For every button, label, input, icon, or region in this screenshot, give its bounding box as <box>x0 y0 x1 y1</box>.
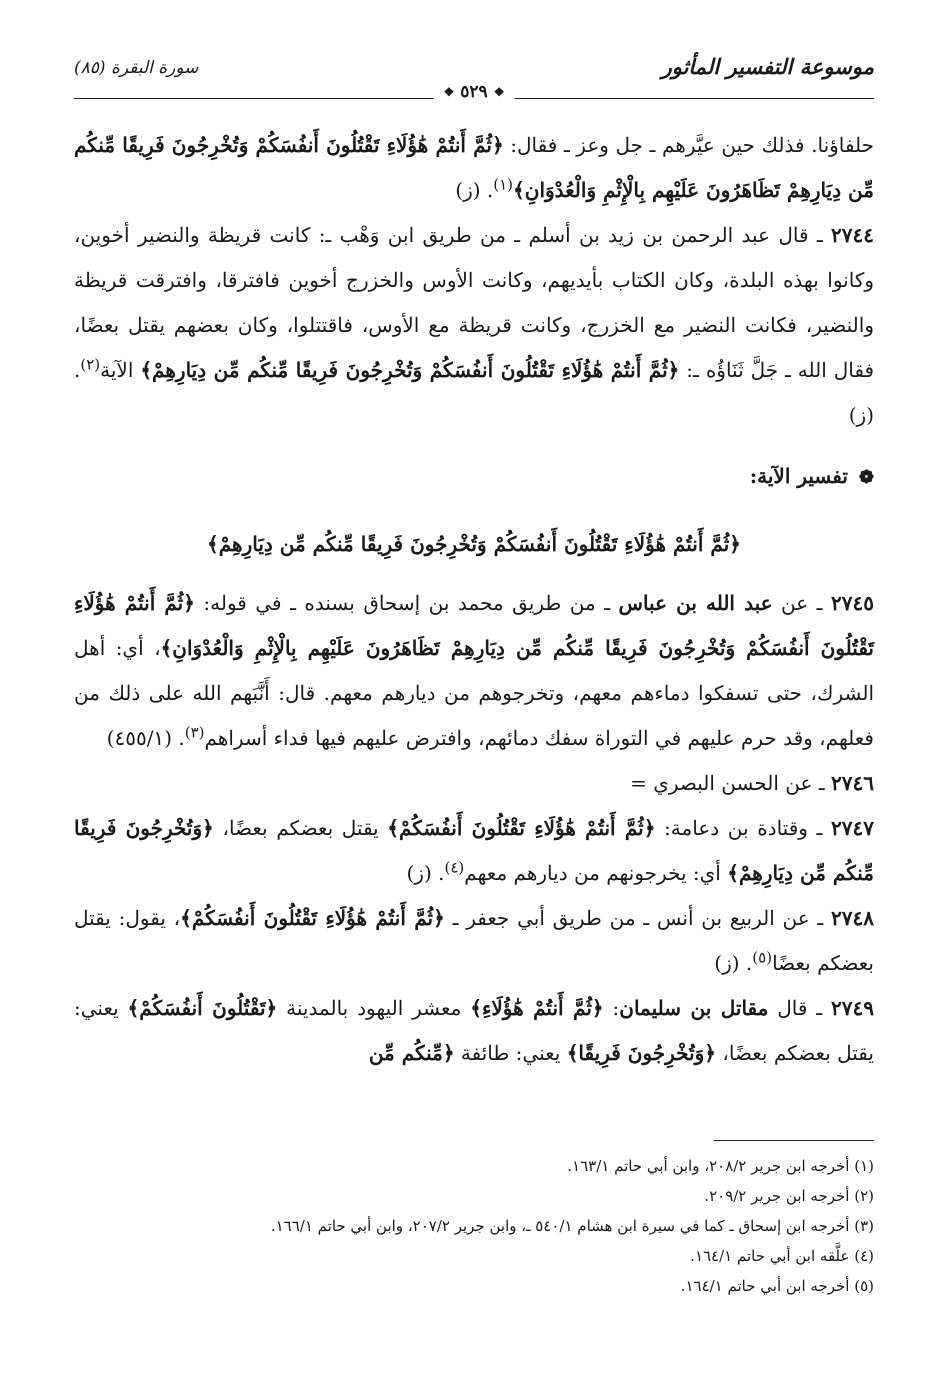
paragraph-text: ـ من طريق محمد بن إسحاق بسنده ـ في قوله: <box>194 591 619 615</box>
footnote-list <box>74 1151 874 1301</box>
section-heading <box>74 454 874 500</box>
footnote-marker: (٤) <box>444 858 465 877</box>
page <box>74 48 874 1076</box>
paragraph-text: ـ قال <box>768 996 832 1020</box>
surah-reference: سورة البقرة (٨٥) <box>74 58 199 78</box>
paragraph-text: . (ز) <box>714 951 753 975</box>
page-header <box>74 48 874 102</box>
quran-verse: ﴿ثُمَّ أَنتُمْ هَٰؤُلَاءِ تَقْتُلُونَ أَنفُسَكُمْ وَتُخْرِجُونَ فَرِيقًا مِّنكُم مِّن دِيَارِهِمْ﴾ <box>140 358 680 382</box>
narration-paragraph <box>74 896 874 986</box>
paragraph-text: حلفاؤنا. فذلك حين عيَّرهم ـ جل وعز ـ فقال: <box>503 133 874 157</box>
paragraph-text: ـ عن <box>772 591 832 615</box>
narration-paragraph <box>74 806 874 896</box>
section-title: تفسير الآية: <box>749 464 848 488</box>
paragraph-text: ـ عن الربيع بن أنس ـ من طريق أبي جعفر ـ <box>444 906 832 930</box>
footnotes <box>74 1140 874 1301</box>
paragraph-text: يقتل بعضكم بعضًا، <box>213 816 388 840</box>
paragraph-text: ، يقول: يقتل بعضكم بعضًا <box>74 906 874 975</box>
narrator-name: مقاتل بن سليمان <box>619 996 769 1020</box>
narration-paragraph <box>74 761 874 806</box>
footnote-marker: (٥) <box>752 948 773 967</box>
paragraph-group-2 <box>74 581 874 1076</box>
paragraph-text: . (ز) <box>455 178 494 202</box>
main-text <box>74 123 874 1076</box>
paragraph-text: . (٤٥٥/١) <box>106 726 185 750</box>
footnote: (٣) أخرجه ابن إسحاق ـ كما في سيرة ابن هشام ٥٤٠/١ ـ، وابن جرير ٢٠٧/٢، وابن أبي حاتم ١٦٦/١. <box>270 1217 874 1235</box>
ornament-icon: ❖ <box>443 85 455 99</box>
narration-number: ٢٧٤٦ <box>831 771 874 795</box>
narration-number: ٢٧٤٧ <box>831 816 875 840</box>
footnote: (٤) علَّقه ابن أبي حاتم ١٦٤/١. <box>690 1247 874 1265</box>
paragraph-text: ـ قال عبد الرحمن بن زيد بن أسلم ـ من طريق ابن وَهْب ـ: كانت قريظة والنضير أخوين، وكانوا بهذه البلدة، وكان الكتاب بأيديهم، وكانت الأوس والخزرج أخوين فافترقا، وافترقت قريظة والنضير، فكانت النضير مع الخزرج، وكانت قريظة مع الأوس، فاقتتلوا، وكان بعضهم يقتل بعضًا، فقال الله ـ جَلَّ ثَنَاؤُه ـ: <box>74 223 875 382</box>
ornament-icon: ❖ <box>493 85 505 99</box>
footnote-marker: (٣) <box>184 723 205 742</box>
footnote: (٢) أخرجه ابن جرير ٢٠٩/٢. <box>704 1187 874 1205</box>
paragraph-text: معشر اليهود بالمدينة <box>277 996 471 1020</box>
page-number-text: ٥٢٩ <box>460 82 488 102</box>
footnote-marker: (١) <box>493 175 514 194</box>
page-number <box>434 82 515 102</box>
narration-number: ٢٧٤٤ <box>831 223 875 247</box>
narration-number: ٢٧٤٥ <box>831 591 874 615</box>
quran-verse: ﴿ثُمَّ أَنتُمْ هَٰؤُلَاءِ تَقْتُلُونَ أَنفُسَكُمْ﴾ <box>180 906 445 930</box>
paragraph-text: ـ وقتادة بن دعامة: <box>655 816 832 840</box>
book-title: موسوعة التفسير المأثور <box>661 54 874 79</box>
paragraph-text: ـ عن الحسن البصري = <box>630 771 832 795</box>
narration-paragraph <box>74 581 874 761</box>
narrator-name: عبد الله بن عباس <box>618 591 773 615</box>
quran-verse: ﴿ثُمَّ أَنتُمْ هَٰؤُلَاءِ﴾ <box>470 996 604 1020</box>
quran-verse: ﴿وَتُخْرِجُونَ فَرِيقًا﴾ <box>566 1041 717 1065</box>
narration-number: ٢٧٤٩ <box>831 996 874 1020</box>
quran-verse: ﴿مِّنكُم مِّن <box>368 1041 455 1065</box>
paragraph-text: يعني: طائفة <box>454 1041 567 1065</box>
footnote: (١) أخرجه ابن جرير ٢٠٨/٢، وابن أبي حاتم ١٦٣/١. <box>567 1157 874 1175</box>
quran-verse: ﴿وَتُخْرِجُونَ فَرِيقًا مِّنكُم مِّن دِيَارِهِمْ﴾ <box>74 816 874 885</box>
footnote-divider <box>714 1140 874 1141</box>
footnote: (٥) أخرجه ابن أبي حاتم ١٦٤/١. <box>680 1277 874 1295</box>
quran-verse: ﴿ثُمَّ أَنتُمْ هَٰؤُلَاءِ تَقْتُلُونَ أَنفُسَكُمْ وَتُخْرِجُونَ فَرِيقًا مِّنكُم مِّن دِيَارِهِمْ تَظَاهَرُونَ عَلَيْهِم بِالْإِثْمِ وَالْعُدْوَانِ﴾ <box>74 591 875 660</box>
paragraph-text: الآية <box>100 358 141 382</box>
quran-verse: ﴿ثُمَّ أَنتُمْ هَٰؤُلَاءِ تَقْتُلُونَ أَنفُسَكُمْ﴾ <box>387 816 656 840</box>
paragraph-text: ، أي: أهل الشرك، حتى تسفكوا دماءهم معهم، وتخرجوهم من ديارهم معهم. قال: أَنَّبَهم الله على ذلك من فعلهم، وقد حرم عليهم في التوراة سفك دمائهم، وافترض عليهم فيها فداء أسراهم <box>74 636 874 750</box>
center-ayah: ﴿ثُمَّ أَنتُمْ هَٰؤُلَاءِ تَقْتُلُونَ أَنفُسَكُمْ وَتُخْرِجُونَ فَرِيقًا مِّنكُم مِّن دِيَارِهِمْ﴾ <box>207 532 741 556</box>
paragraph-text: . (ز) <box>406 861 445 885</box>
paragraph-text: : <box>603 996 620 1020</box>
quran-verse: ﴿تَقْتُلُونَ أَنفُسَكُمْ﴾ <box>127 996 278 1020</box>
narration-number: ٢٧٤٨ <box>831 906 874 930</box>
paragraph-text: يعني: يقتل بعضكم بعضًا، <box>74 996 874 1065</box>
narration-paragraph <box>74 213 874 438</box>
paragraph-group-1 <box>74 123 874 438</box>
paragraph-text: أي: يخرجونهم من ديارهم معهم <box>464 861 728 885</box>
footnote-marker: (٢) <box>80 355 101 374</box>
quran-verse: ﴿ثُمَّ أَنتُمْ هَٰؤُلَاءِ تَقْتُلُونَ أَنفُسَكُمْ وَتُخْرِجُونَ فَرِيقًا مِّنكُم مِّن دِيَارِهِمْ تَظَاهَرُونَ عَلَيْهِم بِالْإِثْمِ وَالْعُدْوَانِ﴾ <box>74 133 874 202</box>
paragraph-text: . (ز) <box>74 358 874 427</box>
flower-ornament-icon: ❁ <box>858 467 874 488</box>
narration-paragraph <box>74 123 874 213</box>
narration-paragraph <box>74 986 874 1076</box>
